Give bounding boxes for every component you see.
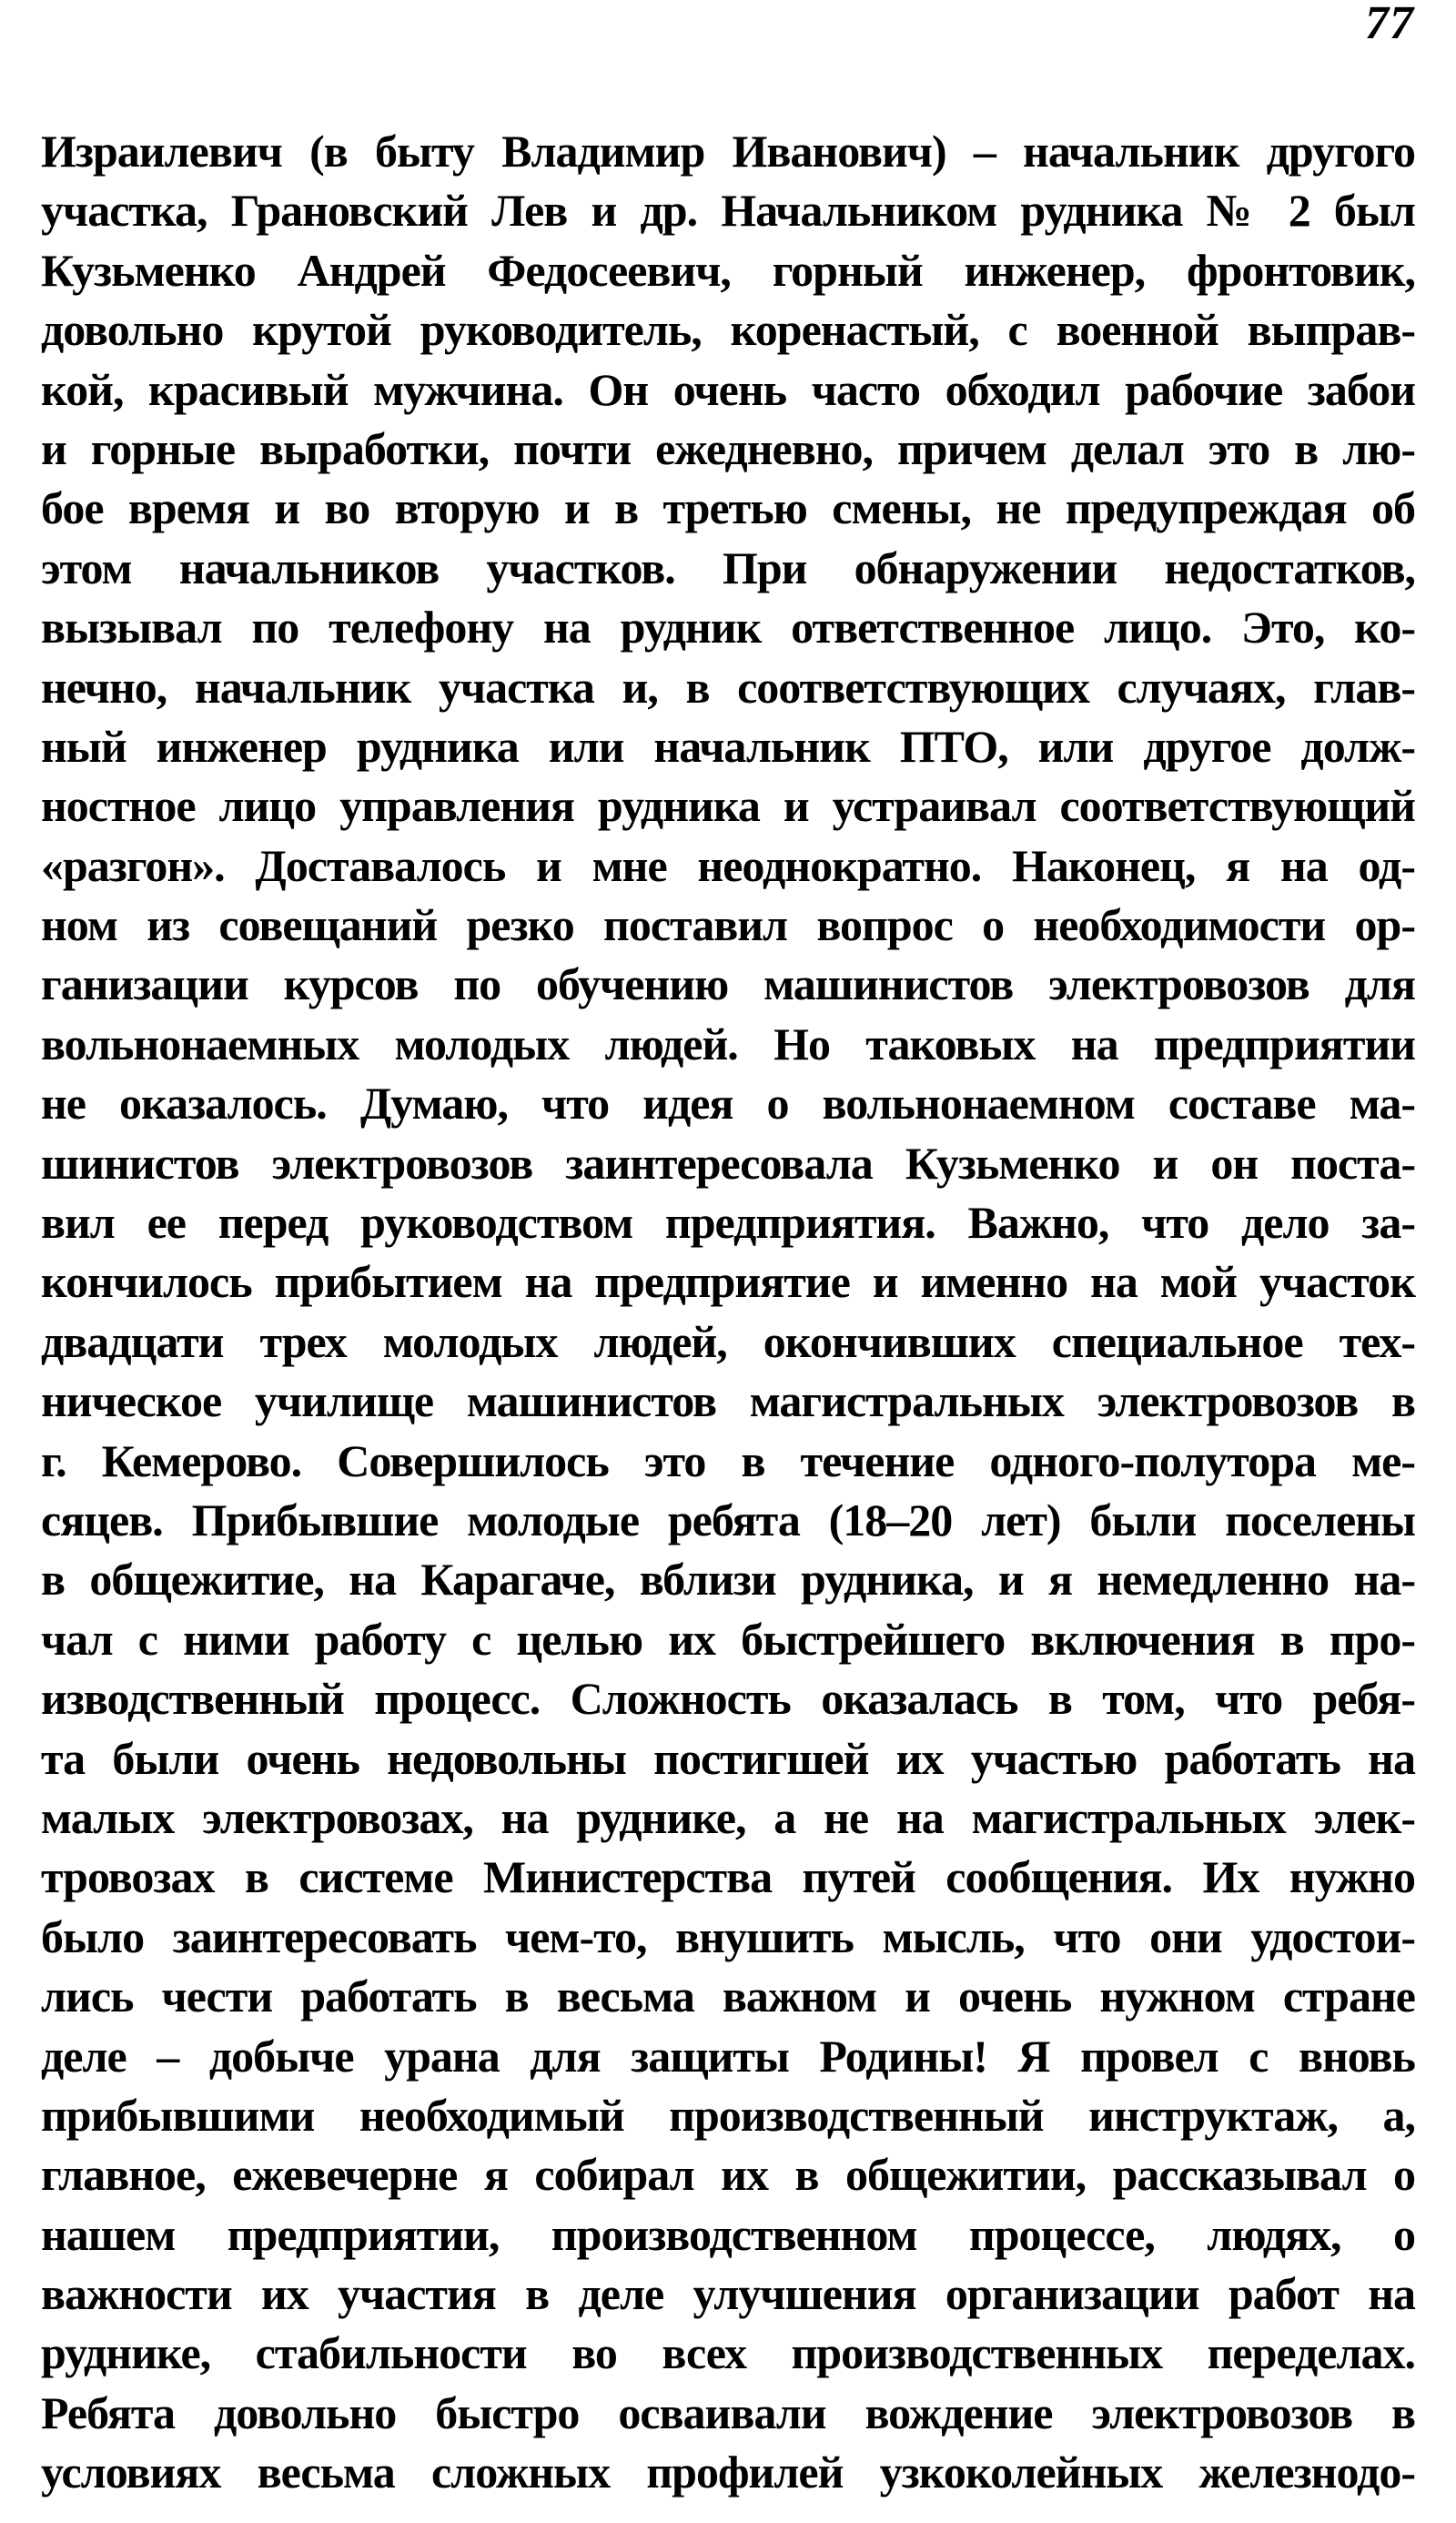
text-line: участка, Грановский Лев и др. Начальником рудника № 2 был bbox=[41, 185, 1415, 237]
text-line: ном из совещаний резко поставил вопрос о необходимости ор- bbox=[41, 899, 1415, 951]
text-line: важности их участия в деле улучшения организации работ на bbox=[41, 2268, 1415, 2320]
text-line: нечно, начальник участка и, в соответствующих случаях, глав- bbox=[41, 661, 1415, 713]
text-line: деле – добыче урана для защиты Родины! Я провел с вновь bbox=[41, 2030, 1415, 2082]
text-line: Израилевич (в быту Владимир Иванович) – начальник другого bbox=[41, 126, 1415, 177]
text-line: тровозах в системе Министерства путей сообщения. Их нужно bbox=[41, 1851, 1415, 1903]
text-line: условиях весьма сложных профилей узкоколейных железнодо- bbox=[41, 2447, 1415, 2498]
text-line: лись чести работать в весьма важном и очень нужном стране bbox=[41, 1971, 1415, 2022]
page-number: 77 bbox=[1365, 0, 1414, 49]
text-line: ганизации курсов по обучению машинистов электровозов для bbox=[41, 958, 1415, 1010]
text-line: руднике, стабильности во всех производственных переделах. bbox=[41, 2327, 1415, 2379]
text-line: и горные выработки, почти ежедневно, причем делал это в лю- bbox=[41, 422, 1415, 474]
text-line: чал с ними работу с целью их быстрейшего включения в про- bbox=[41, 1613, 1415, 1665]
text-line: довольно крутой руководитель, коренастый, с военной выправ- bbox=[41, 304, 1415, 356]
text-line: ностное лицо управления рудника и устраивал соответствующий bbox=[41, 780, 1415, 832]
text-line: вил ее перед руководством предприятия. Важно, что дело за- bbox=[41, 1197, 1415, 1249]
text-line: двадцати трех молодых людей, окончивших специальное тех- bbox=[41, 1315, 1415, 1367]
text-line: шинистов электровозов заинтересовала Кузьменко и он поста- bbox=[41, 1137, 1415, 1189]
text-line: Кузьменко Андрей Федосеевич, горный инженер, фронтовик, bbox=[41, 244, 1415, 296]
text-line: было заинтересовать чем-то, внушить мысль, что они удостои- bbox=[41, 1910, 1415, 1962]
text-line: главное, ежевечерне я собирал их в общежитии, рассказывал о bbox=[41, 2149, 1415, 2201]
text-line: изводственный процесс. Сложность оказалась в том, что ребя- bbox=[41, 1673, 1415, 1725]
text-line: не оказалось. Думаю, что идея о вольнонаемном составе ма- bbox=[41, 1078, 1415, 1130]
text-line: ническое училище машинистов магистральных электровозов в bbox=[41, 1375, 1415, 1427]
text-line: в общежитие, на Карагаче, вблизи рудника, и я немедленно на- bbox=[41, 1554, 1415, 1606]
text-line: малых электровозах, на руднике, а не на магистральных элек- bbox=[41, 1791, 1415, 1843]
text-line: нашем предприятии, производственном процессе, людях, о bbox=[41, 2208, 1415, 2260]
text-line: вольнонаемных молодых людей. Но таковых на предприятии bbox=[41, 1018, 1415, 1069]
text-line: этом начальников участков. При обнаружении недостатков, bbox=[41, 542, 1415, 593]
text-line: прибывшими необходимый производственный инструктаж, а, bbox=[41, 2089, 1415, 2141]
body-text bbox=[41, 122, 1415, 2503]
text-line: кончилось прибытием на предприятие и именно на мой участок bbox=[41, 1256, 1415, 1308]
text-line: сяцев. Прибывшие молодые ребята (18–20 лет) были поселены bbox=[41, 1494, 1415, 1545]
text-line: бое время и во вторую и в третью смены, не предупреждая об bbox=[41, 482, 1415, 534]
text-line: та были очень недовольны постигшей их участью работать на bbox=[41, 1732, 1415, 1784]
text-line: кой, красивый мужчина. Он очень часто обходил рабочие забои bbox=[41, 363, 1415, 415]
text-line: вызывал по телефону на рудник ответственное лицо. Это, ко- bbox=[41, 602, 1415, 654]
text-line: ный инженер рудника или начальник ПТО, или другое долж- bbox=[41, 720, 1415, 772]
text-line: Ребята довольно быстро осваивали вождение электровозов в bbox=[41, 2386, 1415, 2438]
text-line: «разгон». Доставалось и мне неоднократно. Наконец, я на од- bbox=[41, 839, 1415, 891]
text-line: г. Кемерово. Совершилось это в течение одного-полутора ме- bbox=[41, 1434, 1415, 1486]
